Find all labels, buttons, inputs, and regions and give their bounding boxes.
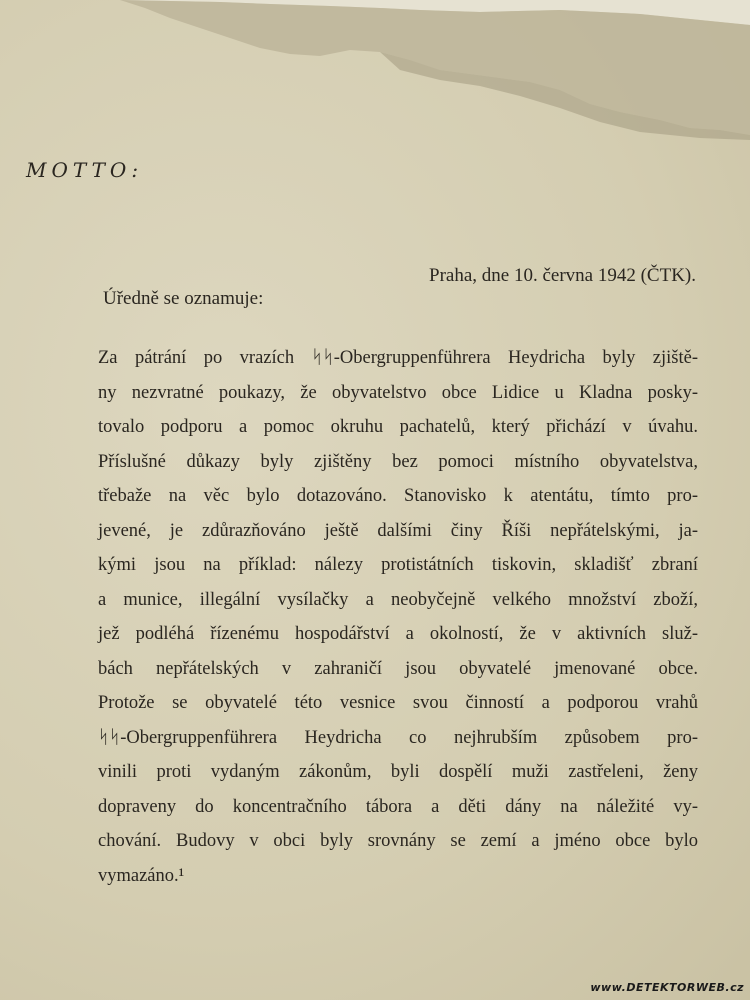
body-line: dopraveny do koncentračního tábora a děti dány na náležité vy- xyxy=(98,796,698,817)
motto-heading: MOTTO: xyxy=(26,158,144,182)
body-line: Protože se obyvatelé této vesnice svou činností a podporou vrahů xyxy=(98,693,698,713)
body-line: jevené, je zdůrazňováno ještě dalšími činy Říši nepřátelskými, ja- xyxy=(98,520,698,541)
body-line: Příslušné důkazy byly zjištěny bez pomoci místního obyvatelstva, xyxy=(98,451,698,472)
body-line: ᛋᛋ-Obergruppenführera Heydricha co nejhrubším způsobem pro- xyxy=(98,727,698,748)
body-paragraph xyxy=(98,341,698,893)
dateline: Praha, dne 10. června 1942 (ČTK). xyxy=(429,265,696,286)
body-line: chování. Budovy v obci byly srovnány se zemí a jméno obce bylo xyxy=(98,831,698,851)
body-line: ny nezvratné poukazy, že obyvatelstvo obce Lidice u Kladna posky- xyxy=(98,382,698,403)
body-line: vymazáno.¹ xyxy=(98,865,185,886)
body-line: třebaže na věc bylo dotazováno. Stanovisko k atentátu, tímto pro- xyxy=(98,486,698,506)
body-line: jež podléhá řízenému hospodářství a okolností, že v aktivních služ- xyxy=(98,624,698,644)
body-line: vinili proti vydaným zákonům, byli dospělí muži zastřeleni, ženy xyxy=(98,762,698,782)
body-line: Za pátrání po vrazích ᛋᛋ-Obergruppenführera Heydricha byly zjiště- xyxy=(98,348,698,368)
site-watermark: www.DETEKTORWEB.cz xyxy=(590,981,744,994)
notice-intro: Úředně se oznamuje: xyxy=(103,288,264,309)
torn-paper-edge xyxy=(0,0,750,140)
body-line: a munice, illegální vysílačky a neobyčejně velkého množství zboží, xyxy=(98,589,698,610)
body-line: bách nepřátelských v zahraničí jsou obyvatelé jmenované obce. xyxy=(98,658,698,679)
body-line: kými jsou na příklad: nálezy protistátních tiskovin, skladišť zbraní xyxy=(98,555,698,575)
body-line: tovalo podporu a pomoc okruhu pachatelů, který přichází v úvahu. xyxy=(98,417,698,437)
